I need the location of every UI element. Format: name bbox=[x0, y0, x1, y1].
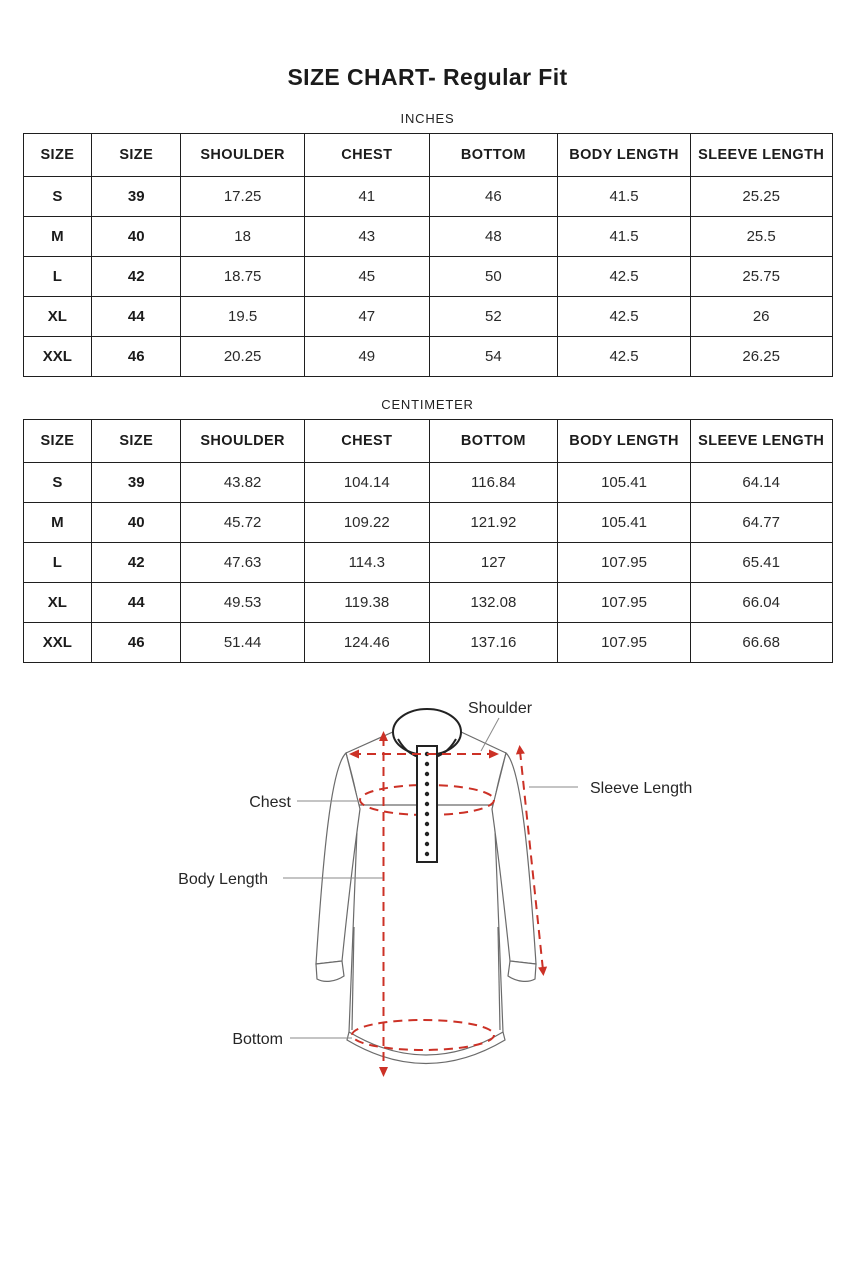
column-header: SHOULDER bbox=[181, 134, 305, 177]
table-row bbox=[23, 463, 832, 503]
column-header: SHOULDER bbox=[181, 420, 305, 463]
chest-label: Chest bbox=[249, 794, 291, 811]
table-cell: 132.08 bbox=[429, 583, 558, 623]
size-cell: 39 bbox=[92, 177, 181, 217]
column-header: BODY LENGTH bbox=[558, 420, 691, 463]
size-cell: 44 bbox=[92, 583, 181, 623]
column-header: BOTTOM bbox=[429, 134, 558, 177]
kurta-diagram-svg bbox=[0, 687, 855, 1117]
shoulder-label: Shoulder bbox=[468, 700, 533, 717]
size-cell: 42 bbox=[92, 257, 181, 297]
column-header: SIZE bbox=[92, 420, 181, 463]
size-cell: 39 bbox=[92, 463, 181, 503]
table-row bbox=[23, 503, 832, 543]
table-cell: 41.5 bbox=[558, 177, 691, 217]
inches-unit-label: INCHES bbox=[400, 111, 455, 126]
table-row bbox=[23, 337, 832, 377]
sleeve-length-label: Sleeve Length bbox=[590, 780, 693, 797]
table-cell: 66.04 bbox=[690, 583, 832, 623]
table-row bbox=[23, 257, 832, 297]
table-row bbox=[23, 543, 832, 583]
table-cell: 43.82 bbox=[181, 463, 305, 503]
table-cell: 18 bbox=[181, 217, 305, 257]
centimeter-size-table bbox=[23, 419, 833, 663]
table-cell: 127 bbox=[429, 543, 558, 583]
table-cell: 104.14 bbox=[305, 463, 430, 503]
table-cell: 17.25 bbox=[181, 177, 305, 217]
size-cell: M bbox=[23, 503, 92, 543]
column-header: CHEST bbox=[305, 134, 430, 177]
table-cell: 42.5 bbox=[558, 297, 691, 337]
table-row bbox=[23, 297, 832, 337]
table-cell: 66.68 bbox=[690, 623, 832, 663]
table-cell: 20.25 bbox=[181, 337, 305, 377]
table-cell: 41.5 bbox=[558, 217, 691, 257]
table-cell: 19.5 bbox=[181, 297, 305, 337]
table-cell: 26.25 bbox=[690, 337, 832, 377]
inches-size-table bbox=[23, 133, 833, 377]
table-cell: 64.77 bbox=[690, 503, 832, 543]
size-cell: 46 bbox=[92, 623, 181, 663]
table-cell: 107.95 bbox=[558, 623, 691, 663]
size-cell: L bbox=[23, 257, 92, 297]
table-cell: 121.92 bbox=[429, 503, 558, 543]
table-cell: 47 bbox=[305, 297, 430, 337]
table-cell: 54 bbox=[429, 337, 558, 377]
size-cell: L bbox=[23, 543, 92, 583]
column-header: SIZE bbox=[23, 134, 92, 177]
table-cell: 107.95 bbox=[558, 543, 691, 583]
table-cell: 18.75 bbox=[181, 257, 305, 297]
table-cell: 50 bbox=[429, 257, 558, 297]
page-title: SIZE CHART- Regular Fit bbox=[287, 64, 568, 90]
table-cell: 107.95 bbox=[558, 583, 691, 623]
size-cell: 46 bbox=[92, 337, 181, 377]
table-cell: 124.46 bbox=[305, 623, 430, 663]
table-row bbox=[23, 583, 832, 623]
table-cell: 49 bbox=[305, 337, 430, 377]
table-cell: 47.63 bbox=[181, 543, 305, 583]
centimeter-unit-label: CENTIMETER bbox=[381, 397, 474, 412]
table-cell: 46 bbox=[429, 177, 558, 217]
table-row bbox=[23, 177, 832, 217]
measurement-diagram bbox=[0, 687, 855, 1122]
table-cell: 64.14 bbox=[690, 463, 832, 503]
table-cell: 45.72 bbox=[181, 503, 305, 543]
size-cell: 40 bbox=[92, 503, 181, 543]
table-row bbox=[23, 217, 832, 257]
table-cell: 25.5 bbox=[690, 217, 832, 257]
table-row bbox=[23, 623, 832, 663]
column-header: SLEEVE LENGTH bbox=[690, 420, 832, 463]
placket bbox=[417, 746, 437, 862]
table-cell: 109.22 bbox=[305, 503, 430, 543]
column-header: SLEEVE LENGTH bbox=[690, 134, 832, 177]
table-cell: 25.75 bbox=[690, 257, 832, 297]
size-cell: S bbox=[23, 177, 92, 217]
table-cell: 119.38 bbox=[305, 583, 430, 623]
table-cell: 105.41 bbox=[558, 463, 691, 503]
size-cell: XXL bbox=[23, 337, 92, 377]
size-cell: XL bbox=[23, 583, 92, 623]
table-cell: 51.44 bbox=[181, 623, 305, 663]
table-cell: 25.25 bbox=[690, 177, 832, 217]
size-cell: S bbox=[23, 463, 92, 503]
table-cell: 42.5 bbox=[558, 257, 691, 297]
table-header-row bbox=[23, 420, 832, 463]
bottom-label: Bottom bbox=[232, 1031, 283, 1048]
table-cell: 105.41 bbox=[558, 503, 691, 543]
table-cell: 116.84 bbox=[429, 463, 558, 503]
table-cell: 41 bbox=[305, 177, 430, 217]
table-cell: 137.16 bbox=[429, 623, 558, 663]
column-header: SIZE bbox=[23, 420, 92, 463]
size-cell: XL bbox=[23, 297, 92, 337]
table-cell: 43 bbox=[305, 217, 430, 257]
size-cell: 44 bbox=[92, 297, 181, 337]
table-cell: 65.41 bbox=[690, 543, 832, 583]
body-length-label: Body Length bbox=[178, 871, 268, 888]
table-cell: 45 bbox=[305, 257, 430, 297]
table-header-row bbox=[23, 134, 832, 177]
table-cell: 48 bbox=[429, 217, 558, 257]
column-header: SIZE bbox=[92, 134, 181, 177]
column-header: CHEST bbox=[305, 420, 430, 463]
table-cell: 49.53 bbox=[181, 583, 305, 623]
table-cell: 114.3 bbox=[305, 543, 430, 583]
size-cell: XXL bbox=[23, 623, 92, 663]
table-cell: 42.5 bbox=[558, 337, 691, 377]
size-cell: M bbox=[23, 217, 92, 257]
table-cell: 26 bbox=[690, 297, 832, 337]
column-header: BOTTOM bbox=[429, 420, 558, 463]
column-header: BODY LENGTH bbox=[558, 134, 691, 177]
table-cell: 52 bbox=[429, 297, 558, 337]
size-cell: 40 bbox=[92, 217, 181, 257]
size-cell: 42 bbox=[92, 543, 181, 583]
